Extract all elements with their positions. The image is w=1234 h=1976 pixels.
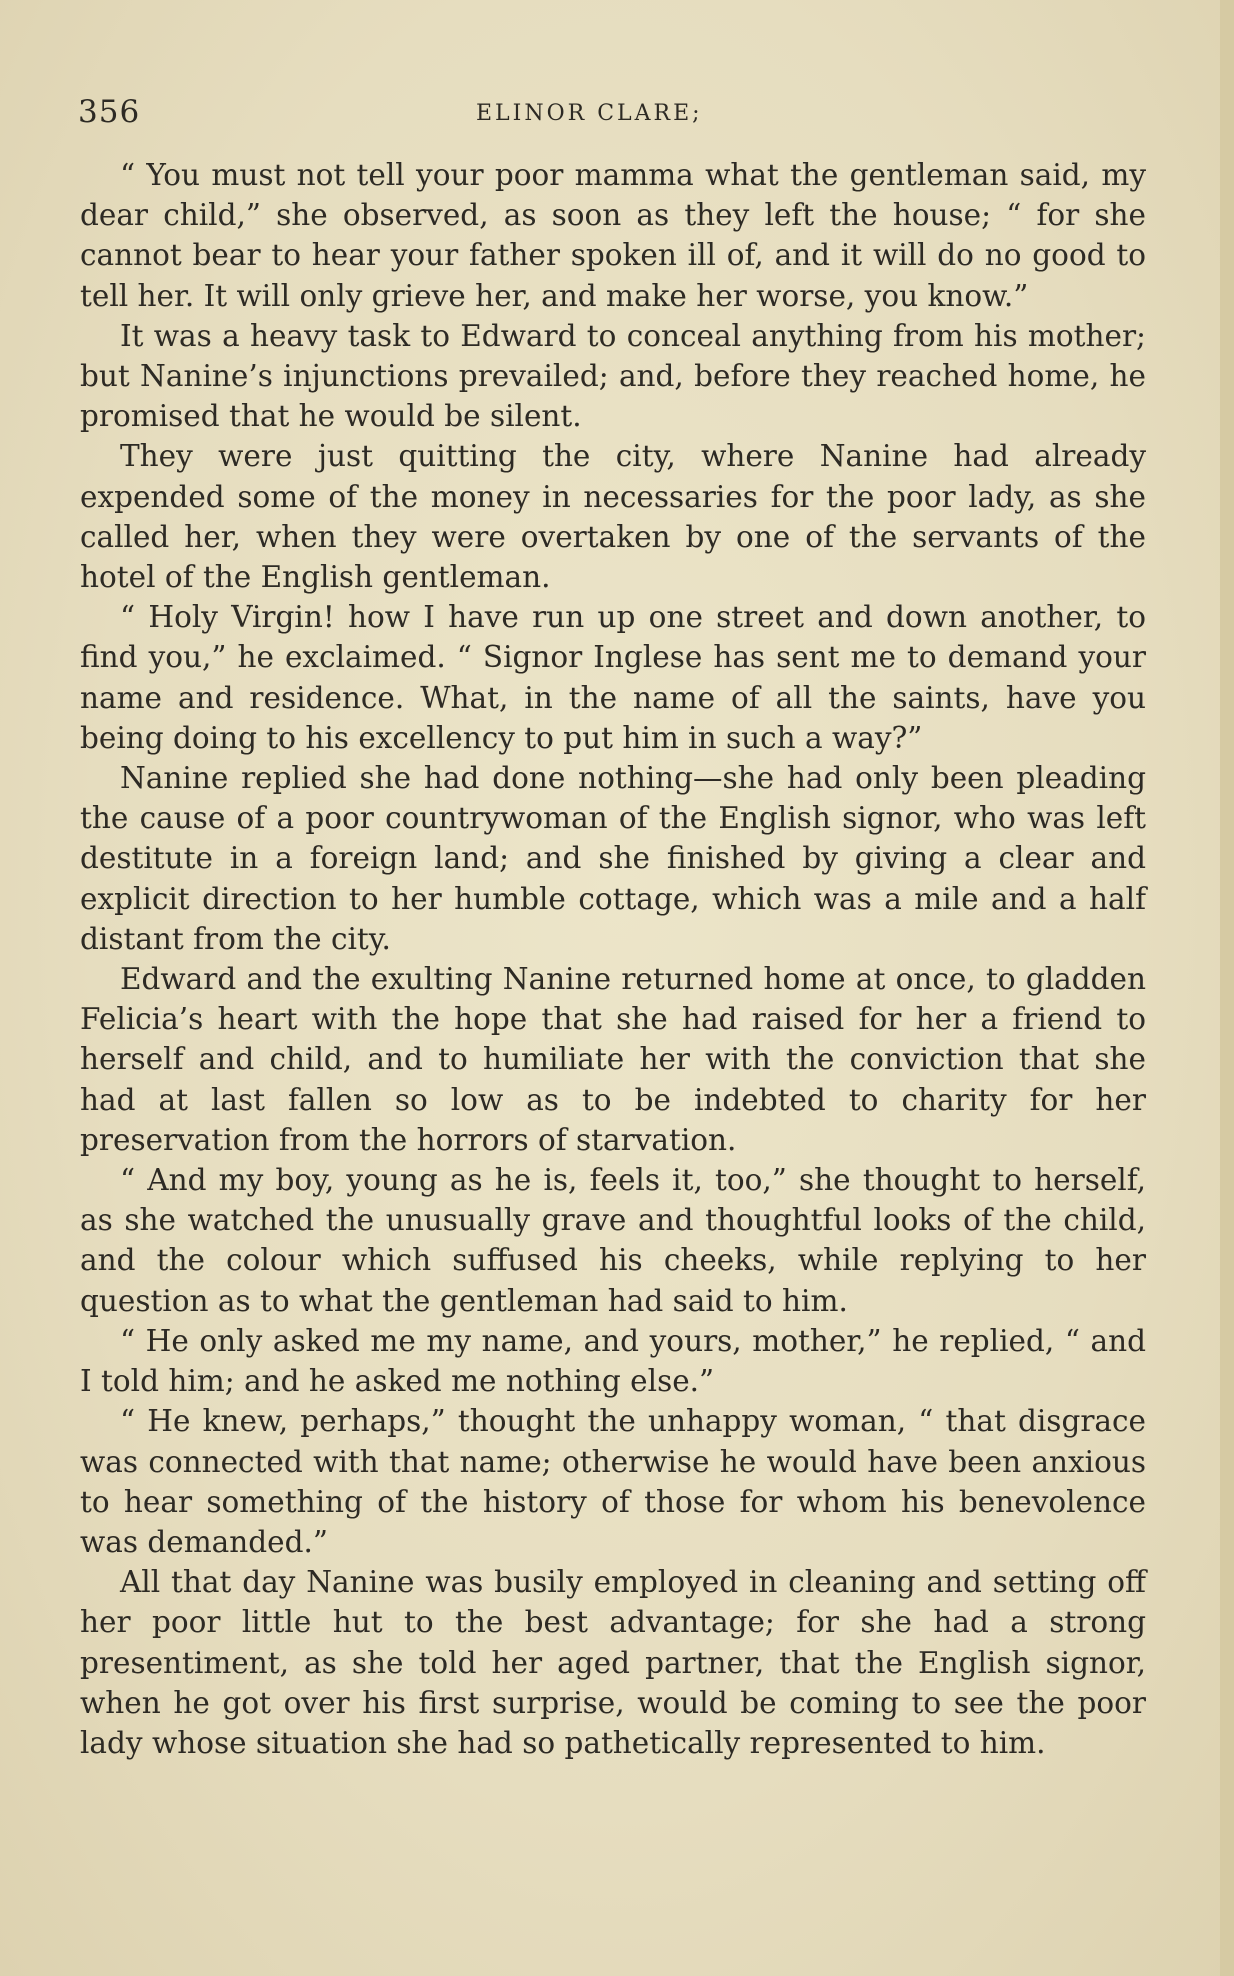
paragraph: All that day Nanine was busily employed in cleaning and setting off her poor little hut to the best advantage; for she had a strong presentiment, as she told her aged partner, that the English signor, when he got over his first surprise, would be coming to see the poor lady whose situation she had so pathetically represented to him. [80, 1565, 1146, 1760]
paragraph: “ He only asked me my name, and yours, mother,” he replied, “ and I told him; and he asked me nothing else.” [80, 1323, 1146, 1399]
paragraph: “ You must not tell your poor mamma what the gentleman said, my dear child,” she observed, as soon as they left the house; “ for she cannot bear to hear your father spoken ill of, and it will do no good to tell her. It will only grieve her, and make her worse, you know.” [80, 158, 1146, 313]
page-edge [1220, 0, 1234, 1976]
paragraph: “ And my boy, young as he is, feels it, too,” she thought to herself, as she watched the unusually grave and thoughtful looks of the child, and the colour which suffused his cheeks, while replying to her question as to what the gentleman had said to him. [80, 1163, 1146, 1318]
paragraph: It was a heavy task to Edward to conceal anything from his mother; but Nanine’s injunctions prevailed; and, before they reached home, he promised that he would be silent. [80, 318, 1146, 434]
paragraph: “ Holy Virgin! how I have run up one street and down another, to find you,” he exclaimed. “ Signor Inglese has sent me to demand your name and residence. What, in the name of all the saints, have you being doing to his excellency to put him in such a way?” [80, 600, 1146, 755]
running-head: ELINOR CLARE; [476, 101, 703, 126]
paragraph: They were just quitting the city, where Nanine had already expended some of the money in necessaries for the poor lady, as she called her, when they were overtaken by one of the servants of the hotel of the English gentleman. [80, 439, 1146, 595]
body-text [80, 155, 1146, 1763]
paragraph: Nanine replied she had done nothing—she had only been pleading the cause of a poor countrywoman of the English signor, who was left destitute in a foreign land; and she finished by giving a clear and explicit direction to her humble cottage, which was a mile and a half distant from the city. [80, 761, 1146, 956]
page-number: 356 [78, 94, 141, 130]
paragraph: Edward and the exulting Nanine returned home at once, to gladden Felicia’s heart with the hope that she had raised for her a friend to herself and child, and to humiliate her with the conviction that she had at last fallen so low as to be indebted to charity for her preservation from the horrors of starvation. [80, 962, 1146, 1157]
page-header [78, 92, 1158, 132]
paragraph: “ He knew, perhaps,” thought the unhappy woman, “ that disgrace was connected with that name; otherwise he would have been anxious to hear something of the history of those for whom his benevolence was demanded.” [80, 1404, 1146, 1559]
